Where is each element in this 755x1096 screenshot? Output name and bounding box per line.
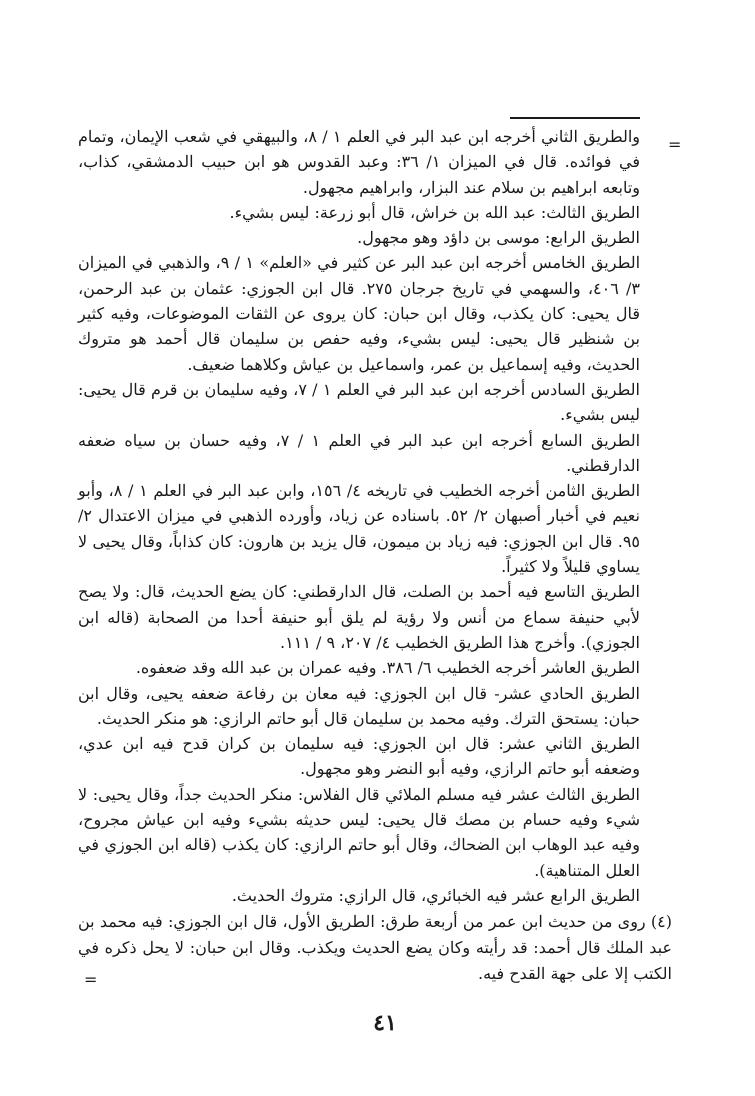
paragraph-route-2: والطريق الثاني أخرجه ابن عبد البر في العلم ١ / ٨، والبيهقي في شعب الإيمان، وتمام في فوائده. قال في الميزان ١/ ٣٦: وعبد القدوس هو ابن حبيب الدمشقي، كذاب، وتابعه ابراهيم بن سلام عند البزار، وابراهيم مجهول. — [78, 127, 641, 197]
paragraph-route-7: الطريق السابع أخرجه ابن عبد البر في العلم ١ / ٧، وفيه حسان بن سياه ضعفه الدارقطني. — [78, 430, 641, 475]
top-margin-mark: = — [668, 135, 682, 154]
paragraph-route-4: الطريق الرابع: موسى بن داؤد وهو مجهول. — [357, 228, 640, 248]
paragraph-route-9: الطريق التاسع فيه أحمد بن الصلت، قال الدارقطني: كان يضع الحديث، قال: ولا يصح لأبي حنيفة سماع من أنس ولا رؤية لم يلق أبو حنيفة أحدا من الصحابة (قاله ابن الجوزي). وأخرج هذا الطريق الخطيب ٤/ ٢٠٧، ٩ / ١١١. — [78, 582, 640, 652]
paragraph-route-10: الطريق العاشر أخرجه الخطيب ٦/ ٣٨٦. وفيه عمران بن عبد الله وقد ضعفوه. — [135, 658, 640, 678]
footnote-4 — [78, 909, 672, 987]
page-number: ٤١ — [373, 1010, 397, 1036]
paragraph-route-6: الطريق السادس أخرجه ابن عبد البر في العلم ١ / ٧، وفيه سليمان بن قرم قال يحيى: ليس بشيء. — [78, 379, 640, 425]
bottom-margin-mark: = — [84, 970, 98, 989]
paragraph-route-12: الطريق الثاني عشر: قال ابن الجوزي: فيه سليمان بن كران قدح فيه ابن عدي، وضعفه أبو حاتم الرازي، وفيه أبو النضر وهو مجهول. — [78, 734, 640, 779]
main-text-block — [78, 124, 640, 908]
paragraph-route-11: الطريق الحادي عشر- قال ابن الجوزي: فيه معان بن رفاعة ضعفه يحيى، وقال ابن حبان: يستحق الترك. وفيه محمد بن سليمان قال أبو حاتم الرازي: هو منكر الحديث. — [78, 683, 640, 728]
paragraph-route-13: الطريق الثالث عشر فيه مسلم الملائي قال الفلاس: منكر الحديث جداً، وقال يحيى: لا شيء وفيه حسام بن مصك قال يحيى: ليس حديثه بشيء وفيه ابن عياش مجروح، وفيه عبد الوهاب ابن الضحاك، وقال أبو حاتم الرازي: كان يكذب (قاله ابن الجوزي في العلل المتناهية). — [78, 784, 641, 880]
footnote-text: روى من حديث ابن عمر من أربعة طرق: الطريق الأول، قال ابن الجوزي: فيه محمد بن عبد الملك قال أحمد: قد رأيته وكان يضع الحديث ويكذب. وقال ابن حبان: لا يحل ذكره في الكتب إلا على جهة القدح فيه. — [78, 912, 672, 983]
footnote-number: (٤) — [650, 912, 672, 931]
paragraph-route-14: الطريق الرابع عشر فيه الخبائري، قال الرازي: متروك الحديث. — [231, 885, 640, 905]
paragraph-route-3: الطريق الثالث: عبد الله بن خراش، قال أبو زرعة: ليس بشيء. — [229, 202, 640, 222]
paragraph-route-8: الطريق الثامن أخرجه الخطيب في تاريخه ٤/ ١٥٦، وابن عبد البر في العلم ١ / ٨، وأبو نعيم في أخبار أصبهان ٢/ ٥٢. باسناده عن زياد، وأورده الذهبي في ميزان الاعتدال ٢/ ٩٥. قال ابن الجوزي: فيه زياد بن ميمون، قال يزيد بن هارون: كان كذاباً، وقال يحيى لا يساوي قليلاً ولا كثيراً. — [78, 481, 641, 577]
top-divider-rule — [510, 117, 640, 119]
paragraph-route-5: الطريق الخامس أخرجه ابن عبد البر عن كثير في «العلم» ١ / ٩، والذهبي في الميزان ٣/ ٤٠٦، والسهمي في تاريخ جرجان ٢٧٥. قال ابن الجوزي: عثمان بن عبد الرحمن، قال يحيى: كان يكذب، وقال ابن حبان: كان يروى عن الثقات الموضوعات، وفيه كثير بن شنظير قال يحيى: ليس بشيء، وفيه حفص بن سليمان قال أحمد هو متروك الحديث، وفيه إسماعيل بن عمر، واسماعيل بن عياش وكلاهما ضعيف. — [78, 253, 641, 374]
